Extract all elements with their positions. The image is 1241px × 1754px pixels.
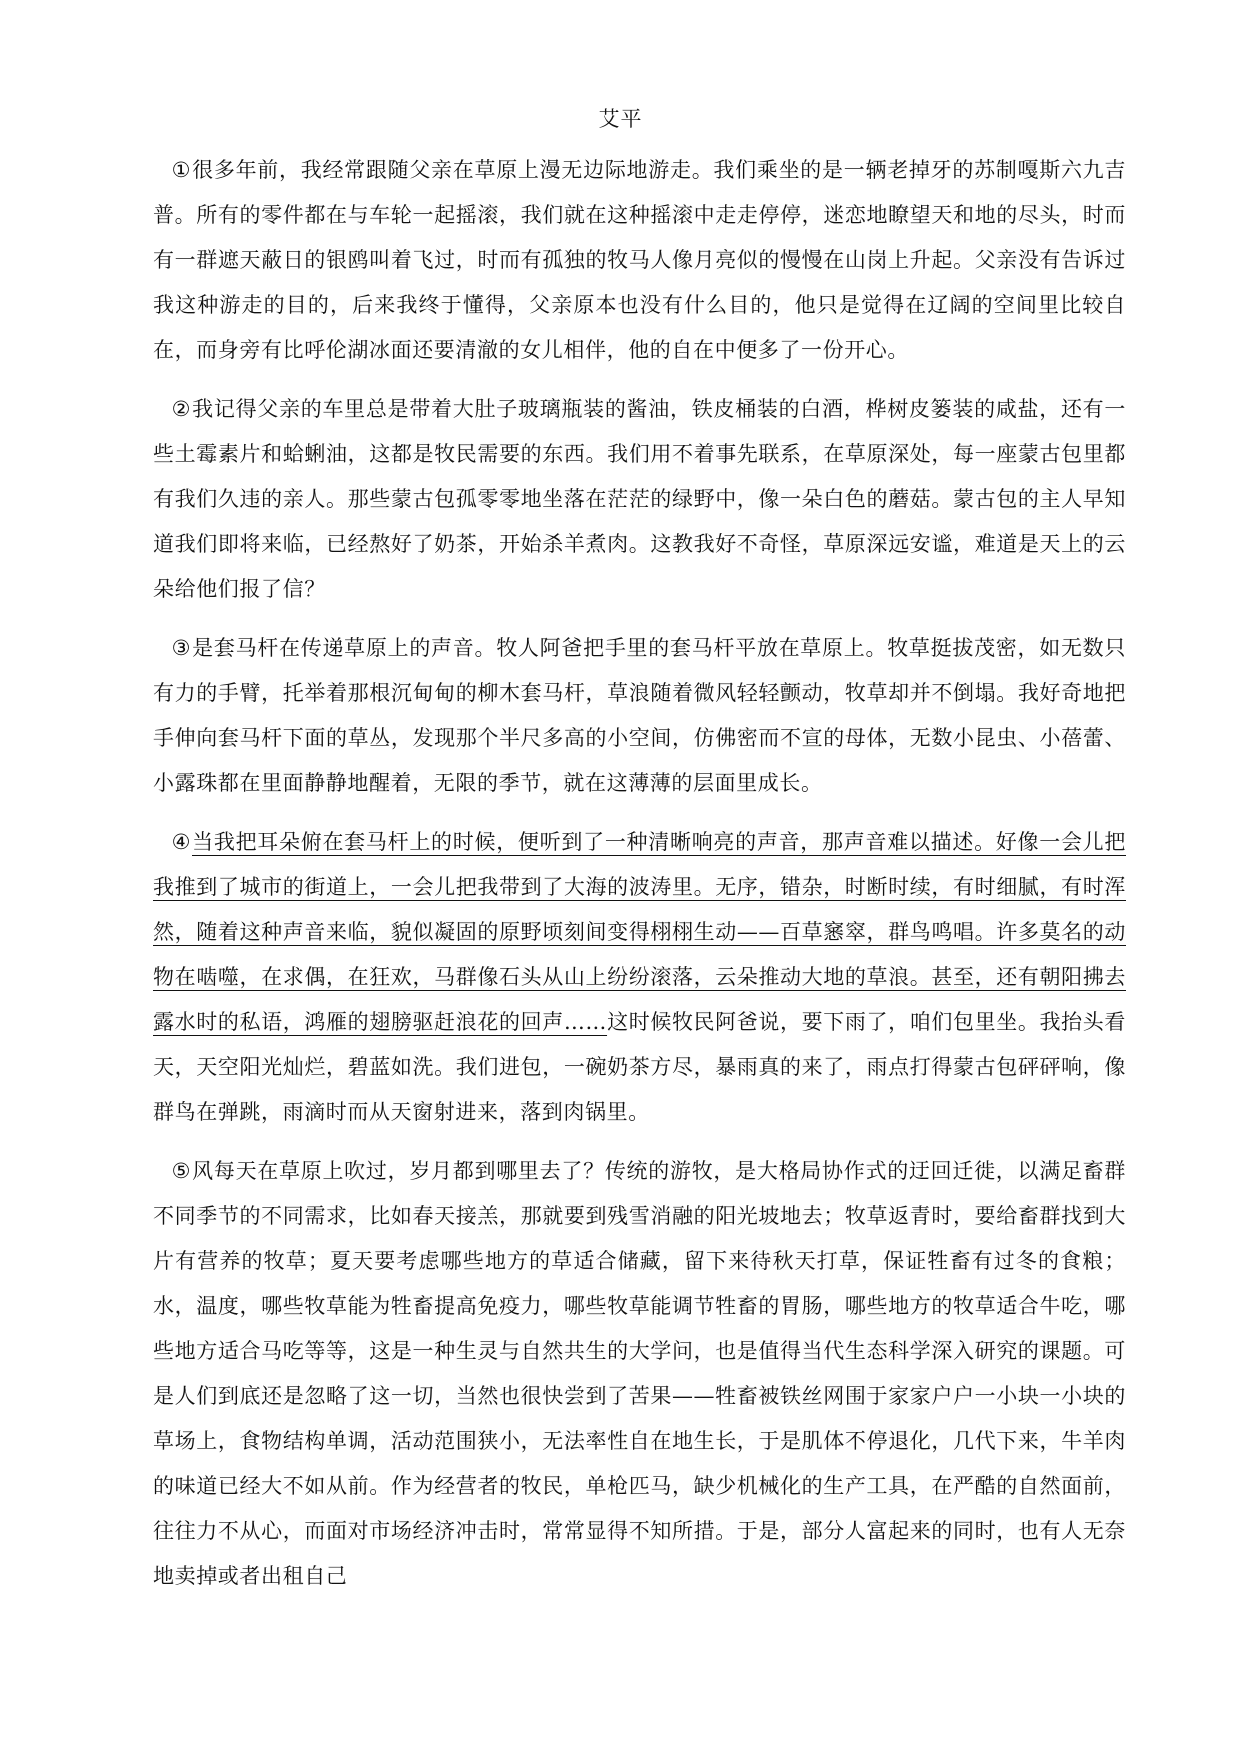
article-body [153,148,1126,1613]
paragraph-text: 很多年前，我经常跟随父亲在草原上漫无边际地游走。我们乘坐的是一辆老掉牙的苏制嘎斯六九吉普。所有的零件都在与车轮一起摇滚，我们就在这种摇滚中走走停停，迷恋地瞭望天和地的尽头，时而有一群遮天蔽日的银鸥叫着飞过，时而有孤独的牧马人像月亮似的慢慢在山岗上升起。父亲没有告诉过我这种游走的目的，后来我终于懂得，父亲原本也没有什么目的，他只是觉得在辽阔的空间里比较自在，而身旁有比呼伦湖冰面还要清澈的女儿相伴，他的自在中便多了一份开心。 [153,158,1126,362]
paragraph-2 [153,387,1126,612]
paragraph-1 [153,148,1126,373]
paragraph-number: ③ [171,636,191,660]
paragraph-text: 是套马杆在传递草原上的声音。牧人阿爸把手里的套马杆平放在草原上。牧草挺拔茂密，如无数只有力的手臂，托举着那根沉甸甸的柳木套马杆，草浪随着微风轻轻颤动，牧草却并不倒塌。我好奇地把手伸向套马杆下面的草丛，发现那个半尺多高的小空间，仿佛密而不宣的母体，无数小昆虫、小蓓蕾、小露珠都在里面静静地醒着，无限的季节，就在这薄薄的层面里成长。 [153,636,1126,795]
paragraph-number: ① [171,158,191,182]
paragraph-text: 这时候牧民阿爸说，要下雨了，咱们包里坐。我抬头看天，天空阳光灿烂，碧蓝如洗。我们进包，一碗奶茶方尽，暴雨真的来了，雨点打得蒙古包砰砰响，像群鸟在弹跳，雨滴时而从天窗射进来，落到肉锅里。 [153,1010,1126,1124]
paragraph-number: ④ [171,830,191,854]
paragraph-text: 风每天在草原上吹过，岁月都到哪里去了？传统的游牧，是大格局协作式的迂回迁徙，以满足畜群不同季节的不同需求，比如春天接羔，那就要到残雪消融的阳光坡地去；牧草返青时，要给畜群找到大片有营养的牧草；夏天要考虑哪些地方的草适合储藏，留下来待秋天打草，保证牲畜有过冬的食粮；水，温度，哪些牧草能为牲畜提高免疫力，哪些牧草能调节牲畜的胃肠，哪些地方的牧草适合牛吃，哪些地方适合马吃等等，这是一种生灵与自然共生的大学问，也是值得当代生态科学深入研究的课题。可是人们到底还是忽略了这一切，当然也很快尝到了苦果——牲畜被铁丝网围于家家户户一小块一小块的草场上，食物结构单调，活动范围狭小，无法率性自在地生长，于是肌体不停退化，几代下来，牛羊肉的味道已经大不如从前。作为经营者的牧民，单枪匹马，缺少机械化的生产工具，在严酷的自然面前，往往力不从心，而面对市场经济冲击时，常常显得不知所措。于是，部分人富起来的同时，也有人无奈地卖掉或者出租自己 [153,1159,1126,1588]
paragraph-5 [153,1149,1126,1599]
paragraph-number: ② [171,397,191,421]
paragraph-3 [153,626,1126,806]
paragraph-text: 我记得父亲的车里总是带着大肚子玻璃瓶装的酱油，铁皮桶装的白酒，桦树皮篓装的咸盐，还有一些土霉素片和蛤蜊油，这都是牧民需要的东西。我们用不着事先联系，在草原深处，每一座蒙古包里都有我们久违的亲人。那些蒙古包孤零零地坐落在茫茫的绿野中，像一朵白色的蘑菇。蒙古包的主人早知道我们即将来临，已经熬好了奶茶，开始杀羊煮肉。这教我好不奇怪，草原深远安谧，难道是天上的云朵给他们报了信？ [153,397,1126,601]
author-name: 艾平 [598,107,643,131]
paragraph-4 [153,820,1126,1135]
underlined-passage: 当我把耳朵俯在套马杆上的时候，便听到了一种清晰响亮的声音，那声音难以描述。好像一会儿把我推到了城市的街道上，一会儿把我带到了大海的波涛里。无序，错杂，时断时续，有时细腻，有时浑然，随着这种声音来临，貌似凝固的原野顷刻间变得栩栩生动——百草窸窣，群鸟鸣唱。许多莫名的动物在啮噬，在求偶，在狂欢，马群像石头从山上纷纷滚落，云朵推动大地的草浪。甚至，还有朝阳拂去露水时的私语，鸿雁的翅膀驱赶浪花的回声…… [153,830,1126,1034]
paragraph-number: ⑤ [171,1159,191,1183]
